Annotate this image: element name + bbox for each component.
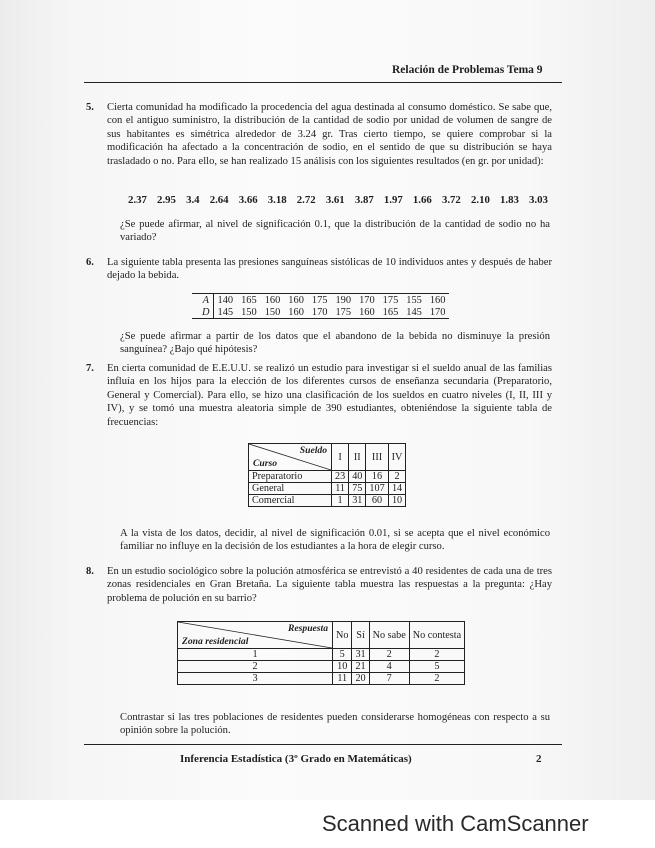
salary-course-table: [248, 443, 406, 507]
table-cell: 2: [369, 649, 409, 661]
table-cell: 5: [333, 649, 352, 661]
column-header: No contesta: [409, 622, 464, 649]
problem-6: [86, 256, 552, 283]
table-cell: 170: [308, 306, 332, 319]
problem-question: ¿Se puede afirmar, al nivel de significación 0.1, que la distribución de la cantidad de sodio no ha variado?: [120, 219, 550, 244]
table-cell: 16: [366, 471, 388, 483]
table-cell: 190: [331, 294, 355, 307]
data-value: 2.72: [296, 194, 316, 206]
table-cell: 160: [284, 294, 308, 307]
table-cell: 1: [332, 495, 349, 507]
problem-question: ¿Se puede afirmar a partir de los datos que el abandono de la bebida no disminuye la presión sanguínea? ¿Bajo qué hipótesis?: [120, 331, 550, 356]
table-cell: 165: [237, 294, 261, 307]
column-header: II: [349, 444, 366, 471]
header-rule: [84, 82, 562, 83]
row-label: 2: [178, 661, 333, 673]
data-value: 2.37: [128, 194, 147, 206]
scanner-watermark: Scanned with CamScanner: [322, 811, 589, 836]
blood-pressure-table: [192, 293, 449, 319]
data-value: 2.64: [209, 194, 229, 206]
table-cell: 160: [261, 294, 285, 307]
page-number: 2: [536, 753, 542, 765]
row-label: A: [192, 294, 213, 307]
table-cell: 175: [331, 306, 355, 319]
footer-rule: [84, 744, 562, 745]
table-cell: 20: [352, 673, 369, 685]
problem-statement: La siguiente tabla presenta las presiones sanguíneas sistólicas de 10 individuos antes y después de haber dejado la bebida.: [107, 257, 552, 282]
header-corner-cell: [249, 444, 332, 471]
table-cell: 60: [366, 495, 388, 507]
problem-number: 5.: [86, 102, 94, 113]
table-header-row: [178, 622, 465, 649]
data-value: 1.83: [500, 194, 519, 206]
data-value: 3.03: [529, 194, 548, 206]
table-cell: 31: [352, 649, 369, 661]
table-row: [192, 294, 449, 307]
table-cell: 145: [213, 306, 237, 319]
pollution-table: [177, 621, 465, 685]
problem-8: [86, 565, 552, 605]
table-cell: 150: [261, 306, 285, 319]
row-label: Comercial: [249, 495, 332, 507]
problem-statement: En un estudio sociológico sobre la polución atmosférica se entrevistó a 40 residentes de cada una de tres zonas residenciales en Gran Bretaña. La siguiente tabla muestra las respuestas a la pregunta: ¿Hay problema de polución en su barrio?: [107, 566, 552, 604]
table-row: [178, 661, 465, 673]
table-cell: 4: [369, 661, 409, 673]
table-cell: 5: [409, 661, 464, 673]
table-cell: 165: [379, 306, 403, 319]
data-value: 3.4: [186, 194, 200, 206]
table-cell: 11: [333, 673, 352, 685]
table-header-row: [249, 444, 406, 471]
table-cell: 170: [355, 294, 379, 307]
table-cell: 10: [333, 661, 352, 673]
column-header: No sabe: [369, 622, 409, 649]
table-cell: 7: [369, 673, 409, 685]
data-value: 3.18: [267, 194, 287, 206]
problem-number: 6.: [86, 257, 94, 268]
table-cell: 40: [349, 471, 366, 483]
table-cell: 175: [308, 294, 332, 307]
table-row: [178, 673, 465, 685]
table-cell: 11: [332, 483, 349, 495]
problem-number: 8.: [86, 566, 94, 577]
table-cell: 21: [352, 661, 369, 673]
table-cell: 2: [388, 471, 406, 483]
table-cell: 155: [402, 294, 426, 307]
header-left-label: Curso: [253, 458, 277, 469]
row-label: 1: [178, 649, 333, 661]
column-header: Sí: [352, 622, 369, 649]
column-header: No: [333, 622, 352, 649]
data-value: 1.66: [412, 194, 432, 206]
table-row: [178, 649, 465, 661]
row-label: 3: [178, 673, 333, 685]
table-cell: 14: [388, 483, 406, 495]
table-cell: 170: [426, 306, 450, 319]
table-cell: 107: [366, 483, 388, 495]
problem-5: [86, 101, 552, 168]
table-cell: 2: [409, 673, 464, 685]
table-cell: 160: [426, 294, 450, 307]
data-value: 2.10: [470, 194, 490, 206]
table-cell: 150: [237, 306, 261, 319]
header-top-label: Sueldo: [299, 445, 327, 456]
table-cell: 10: [388, 495, 406, 507]
header-left-label: Zona residencial: [182, 636, 249, 647]
data-value: 3.72: [441, 194, 461, 206]
sodium-data-row: [128, 194, 548, 206]
header-corner-cell: [178, 622, 333, 649]
row-label: Preparatorio: [249, 471, 332, 483]
table-cell: 160: [355, 306, 379, 319]
header-top-label: Respuesta: [288, 623, 328, 634]
column-header: IV: [388, 444, 406, 471]
column-header: I: [332, 444, 349, 471]
data-value: 3.87: [354, 194, 374, 206]
column-header: III: [366, 444, 388, 471]
data-value: 1.97: [383, 194, 403, 206]
table-cell: 31: [349, 495, 366, 507]
data-value: 2.95: [157, 194, 176, 206]
table-cell: 75: [349, 483, 366, 495]
table-cell: 145: [402, 306, 426, 319]
table-cell: 23: [332, 471, 349, 483]
data-value: 3.61: [325, 194, 345, 206]
problem-number: 7.: [86, 363, 94, 374]
table-row: [192, 306, 449, 319]
problem-7: [86, 362, 552, 429]
table-row: [249, 471, 406, 483]
row-label: D: [192, 306, 213, 319]
page-header: Relación de Problemas Tema 9: [392, 64, 543, 76]
problem-statement: Cierta comunidad ha modificado la procedencia del agua destinada al consumo doméstico. Se sabe que, con el antiguo suministro, la distribución de la cantidad de sodio por unidad de volumen de sangre de sus habitantes es simétrica alrededor de 3.24 gr. Tras cierto tiempo, se quiere comprobar si la modificación ha afectado a la concentración de sodio, en el sentido de que su distribución se haya trasladado o no. Para ello, se han realizado 15 análisis con los siguientes resultados (en gr. por unidad):: [107, 102, 552, 167]
row-label: General: [249, 483, 332, 495]
problem-statement: En cierta comunidad de E.E.U.U. se realizó un estudio para investigar si el sueldo anual de las familias influía en los hijos para la elección de los diferentes cursos de enseñanza secundaria (Preparatorio, General y Comercial). Para ello, se hizo una clasificación de los sueldos en cuatro niveles (I, II, III y IV), y se tomó una muestra aleatoria simple de 390 estudiantes, obteniéndose la siguiente tabla de frecuencias:: [107, 363, 552, 428]
problem-question: A la vista de los datos, decidir, al nivel de significación 0.01, si se acepta que el nivel económico familiar no influye en la decisión de los estudiantes a la hora de elegir curso.: [120, 528, 550, 553]
table-cell: 160: [284, 306, 308, 319]
problem-question: Contrastar si las tres poblaciones de residentes pueden considerarse homogéneas con respecto a su opinión sobre la polución.: [120, 712, 550, 737]
table-row: [249, 483, 406, 495]
table-cell: 175: [379, 294, 403, 307]
page-footer: Inferencia Estadística (3º Grado en Matemáticas): [180, 753, 412, 765]
table-cell: 140: [213, 294, 237, 307]
table-row: [249, 495, 406, 507]
table-cell: 2: [409, 649, 464, 661]
data-value: 3.66: [238, 194, 258, 206]
